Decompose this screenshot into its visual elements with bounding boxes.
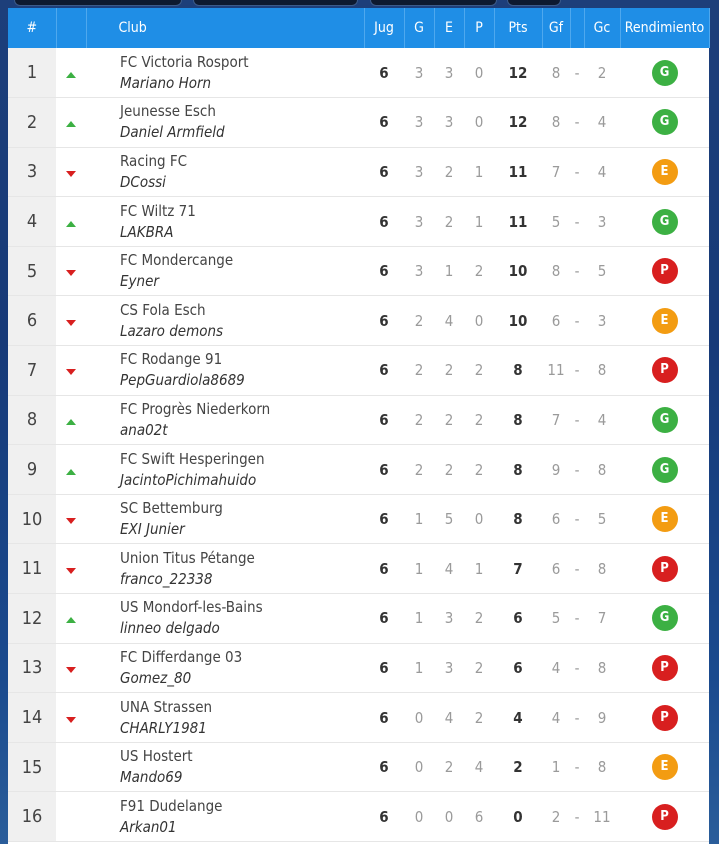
goals-against-cell: 11 [584,792,620,842]
points-cell: 0 [494,792,542,842]
table-row[interactable] [8,246,709,296]
team-name[interactable]: Racing FC [120,151,188,170]
trend-down-icon [66,667,76,673]
rendimiento-badge: G [652,109,678,135]
team-name[interactable]: US Hostert [120,747,193,766]
col-header-pts[interactable]: Pts [494,8,542,48]
goals-for-cell: 5 [542,594,570,644]
points-cell: 2 [494,742,542,792]
trend-down-icon [66,717,76,723]
manager-name[interactable]: JacintoPichimahuido [120,470,257,489]
club-cell[interactable] [86,594,364,644]
trend-cell [56,693,86,743]
team-name[interactable]: SC Bettemburg [120,499,223,518]
goals-against-cell: 4 [584,147,620,197]
goals-separator: - [570,147,584,197]
goals-for-cell: 6 [542,296,570,346]
position-cell: 11 [8,544,56,594]
rendimiento-badge: P [652,556,678,582]
lost-cell: 0 [464,48,494,98]
rendimiento-cell [620,742,709,792]
position-cell: 14 [8,693,56,743]
position-cell: 9 [8,445,56,495]
team-name[interactable]: FC Wiltz 71 [120,201,196,220]
drawn-cell: 2 [434,197,464,247]
points-cell: 12 [494,98,542,148]
rendimiento-badge: E [652,754,678,780]
table-row[interactable] [8,544,709,594]
manager-name[interactable]: PepGuardiola8689 [120,371,245,390]
won-cell: 0 [404,792,434,842]
top-tab-bar [0,0,719,8]
drawn-cell: 2 [434,395,464,445]
trend-cell [56,98,86,148]
team-name[interactable]: FC Progrès Niederkorn [120,399,271,418]
trend-cell [56,395,86,445]
club-cell[interactable] [86,346,364,396]
drawn-cell: 3 [434,98,464,148]
goals-separator: - [570,693,584,743]
lost-cell: 2 [464,693,494,743]
goals-separator: - [570,742,584,792]
trend-down-icon [66,568,76,574]
table-row[interactable] [8,98,709,148]
table-row[interactable] [8,48,709,98]
won-cell: 0 [404,742,434,792]
rendimiento-cell [620,594,709,644]
drawn-cell: 3 [434,48,464,98]
goals-for-cell: 1 [542,742,570,792]
rendimiento-badge: P [652,655,678,681]
col-header-rendimiento[interactable]: Rendimiento [620,8,709,48]
goals-separator: - [570,395,584,445]
lost-cell: 2 [464,594,494,644]
position-cell: 2 [8,98,56,148]
trend-cell [56,246,86,296]
trend-down-icon [66,320,76,326]
lost-cell: 1 [464,147,494,197]
col-header-club[interactable]: Club [86,8,364,48]
drawn-cell: 1 [434,246,464,296]
played-cell: 6 [364,792,404,842]
goals-separator: - [570,98,584,148]
lost-cell: 2 [464,445,494,495]
goals-against-cell: 4 [584,395,620,445]
manager-name[interactable]: LAKBRA [120,222,174,241]
team-name[interactable]: Jeunesse Esch [120,102,216,121]
won-cell: 3 [404,98,434,148]
club-cell[interactable] [86,98,364,148]
position-cell: 5 [8,246,56,296]
position-cell: 12 [8,594,56,644]
points-cell: 10 [494,246,542,296]
club-cell[interactable] [86,792,364,842]
trend-cell [56,48,86,98]
manager-name[interactable]: Daniel Armfield [120,123,225,142]
played-cell: 6 [364,395,404,445]
won-cell: 3 [404,246,434,296]
club-cell[interactable] [86,197,364,247]
team-name[interactable]: US Mondorf-les-Bains [120,598,263,617]
goals-against-cell: 3 [584,197,620,247]
team-name[interactable]: FC Differdange 03 [120,647,243,666]
rendimiento-cell [620,98,709,148]
table-row[interactable] [8,594,709,644]
goals-against-cell: 4 [584,98,620,148]
won-cell: 1 [404,494,434,544]
position-cell: 6 [8,296,56,346]
drawn-cell: 4 [434,693,464,743]
col-header-sep [570,8,584,48]
points-cell: 8 [494,494,542,544]
points-cell: 12 [494,48,542,98]
goals-for-cell: 2 [542,792,570,842]
manager-name[interactable]: franco_22338 [120,569,213,588]
team-name[interactable]: Union Titus Pétange [120,548,255,567]
col-header-p[interactable]: P [464,8,494,48]
club-cell[interactable] [86,395,364,445]
drawn-cell: 2 [434,346,464,396]
top-tab[interactable] [14,0,182,6]
position-cell: 3 [8,147,56,197]
manager-name[interactable]: linneo delgado [120,619,220,638]
manager-name[interactable]: CHARLY1981 [120,718,207,737]
lost-cell: 2 [464,395,494,445]
col-header-gc[interactable]: Gc [584,8,620,48]
position-cell: 4 [8,197,56,247]
won-cell: 1 [404,594,434,644]
won-cell: 3 [404,147,434,197]
rendimiento-cell [620,296,709,346]
goals-for-cell: 11 [542,346,570,396]
goals-separator: - [570,792,584,842]
header-row [8,8,709,48]
played-cell: 6 [364,594,404,644]
trend-up-icon [66,469,76,475]
manager-name[interactable]: DCossi [120,172,166,191]
played-cell: 6 [364,643,404,693]
points-cell: 10 [494,296,542,346]
lost-cell: 2 [464,346,494,396]
rendimiento-badge: G [652,605,678,631]
table-row[interactable] [8,445,709,495]
played-cell: 6 [364,147,404,197]
trend-up-icon [66,121,76,127]
trend-cell [56,147,86,197]
goals-against-cell: 3 [584,296,620,346]
rendimiento-badge: G [652,60,678,86]
drawn-cell: 2 [434,742,464,792]
points-cell: 11 [494,147,542,197]
goals-for-cell: 8 [542,246,570,296]
played-cell: 6 [364,48,404,98]
trend-up-icon [66,617,76,623]
rendimiento-cell [620,346,709,396]
goals-against-cell: 7 [584,594,620,644]
points-cell: 4 [494,693,542,743]
points-cell: 6 [494,643,542,693]
lost-cell: 4 [464,742,494,792]
trend-cell [56,594,86,644]
rendimiento-cell [620,693,709,743]
team-name[interactable]: CS Fola Esch [120,300,206,319]
trend-up-icon [66,221,76,227]
table-row[interactable] [8,296,709,346]
col-header-pos[interactable]: # [8,8,56,48]
trend-cell [56,643,86,693]
goals-against-cell: 8 [584,742,620,792]
drawn-cell: 5 [434,494,464,544]
goals-for-cell: 6 [542,544,570,594]
goals-against-cell: 8 [584,346,620,396]
top-tab[interactable] [370,0,497,6]
lost-cell: 1 [464,197,494,247]
drawn-cell: 3 [434,594,464,644]
goals-separator: - [570,544,584,594]
rendimiento-badge: E [652,506,678,532]
goals-against-cell: 5 [584,494,620,544]
table-row[interactable] [8,346,709,396]
played-cell: 6 [364,98,404,148]
col-header-gf[interactable]: Gf [542,8,570,48]
points-cell: 8 [494,445,542,495]
col-header-g[interactable]: G [404,8,434,48]
trend-down-icon [66,171,76,177]
drawn-cell: 3 [434,643,464,693]
won-cell: 2 [404,296,434,346]
club-cell[interactable] [86,296,364,346]
table-row[interactable] [8,147,709,197]
goals-separator: - [570,296,584,346]
rendimiento-cell [620,544,709,594]
team-name[interactable]: FC Swift Hesperingen [120,449,265,468]
rendimiento-badge: E [652,308,678,334]
goals-for-cell: 5 [542,197,570,247]
position-cell: 8 [8,395,56,445]
goals-for-cell: 4 [542,693,570,743]
table-row[interactable] [8,792,709,842]
won-cell: 2 [404,346,434,396]
drawn-cell: 2 [434,147,464,197]
points-cell: 8 [494,346,542,396]
rendimiento-cell [620,197,709,247]
club-cell[interactable] [86,693,364,743]
goals-against-cell: 9 [584,693,620,743]
top-tab[interactable] [507,0,561,6]
lost-cell: 0 [464,98,494,148]
trend-cell [56,742,86,792]
standings-table [8,8,710,842]
manager-name[interactable]: EXI Junier [120,520,185,539]
club-cell[interactable] [86,48,364,98]
goals-separator: - [570,643,584,693]
trend-cell [56,445,86,495]
trend-down-icon [66,369,76,375]
won-cell: 3 [404,197,434,247]
trend-down-icon [66,270,76,276]
rendimiento-cell [620,445,709,495]
club-cell[interactable] [86,742,364,792]
goals-separator: - [570,445,584,495]
rendimiento-badge: P [652,804,678,830]
goals-for-cell: 8 [542,48,570,98]
won-cell: 0 [404,693,434,743]
position-cell: 13 [8,643,56,693]
team-name[interactable]: F91 Dudelange [120,796,223,815]
trend-cell [56,792,86,842]
trend-down-icon [66,518,76,524]
played-cell: 6 [364,742,404,792]
won-cell: 2 [404,445,434,495]
rendimiento-cell [620,147,709,197]
lost-cell: 2 [464,246,494,296]
rendimiento-cell [620,246,709,296]
position-cell: 7 [8,346,56,396]
played-cell: 6 [364,445,404,495]
standings-table-container [8,8,709,844]
rendimiento-cell [620,395,709,445]
club-cell[interactable] [86,643,364,693]
manager-name[interactable]: Gomez_80 [120,668,192,687]
club-cell[interactable] [86,544,364,594]
col-header-e[interactable]: E [434,8,464,48]
goals-against-cell: 8 [584,445,620,495]
goals-against-cell: 5 [584,246,620,296]
goals-against-cell: 8 [584,643,620,693]
played-cell: 6 [364,494,404,544]
goals-separator: - [570,48,584,98]
goals-against-cell: 2 [584,48,620,98]
lost-cell: 0 [464,494,494,544]
played-cell: 6 [364,296,404,346]
rendimiento-badge: P [652,357,678,383]
position-cell: 16 [8,792,56,842]
played-cell: 6 [364,246,404,296]
club-cell[interactable] [86,147,364,197]
played-cell: 6 [364,693,404,743]
col-header-jug[interactable]: Jug [364,8,404,48]
manager-name[interactable]: Lazaro demons [120,321,224,340]
goals-separator: - [570,197,584,247]
rendimiento-badge: G [652,407,678,433]
rendimiento-badge: G [652,457,678,483]
rendimiento-cell [620,792,709,842]
played-cell: 6 [364,544,404,594]
goals-separator: - [570,246,584,296]
goals-separator: - [570,346,584,396]
manager-name[interactable]: ana02t [120,420,168,439]
position-cell: 15 [8,742,56,792]
goals-for-cell: 8 [542,98,570,148]
drawn-cell: 2 [434,445,464,495]
goals-for-cell: 4 [542,643,570,693]
goals-separator: - [570,594,584,644]
goals-against-cell: 8 [584,544,620,594]
won-cell: 1 [404,544,434,594]
rendimiento-badge: E [652,159,678,185]
played-cell: 6 [364,346,404,396]
rendimiento-badge: P [652,258,678,284]
rendimiento-badge: G [652,209,678,235]
points-cell: 8 [494,395,542,445]
manager-name[interactable]: Arkan01 [120,817,177,836]
col-header-trend [56,8,86,48]
table-row[interactable] [8,395,709,445]
table-row[interactable] [8,742,709,792]
table-row[interactable] [8,693,709,743]
goals-separator: - [570,494,584,544]
goals-for-cell: 7 [542,395,570,445]
trend-up-icon [66,72,76,78]
won-cell: 2 [404,395,434,445]
table-row[interactable] [8,494,709,544]
drawn-cell: 0 [434,792,464,842]
position-cell: 1 [8,48,56,98]
table-row[interactable] [8,197,709,247]
club-cell[interactable] [86,246,364,296]
standings-body [8,48,709,842]
drawn-cell: 4 [434,296,464,346]
lost-cell: 1 [464,544,494,594]
goals-for-cell: 7 [542,147,570,197]
lost-cell: 0 [464,296,494,346]
trend-cell [56,296,86,346]
rendimiento-cell [620,494,709,544]
trend-cell [56,494,86,544]
lost-cell: 6 [464,792,494,842]
trend-cell [56,346,86,396]
rendimiento-badge: P [652,705,678,731]
manager-name[interactable]: Mando69 [120,768,183,787]
top-tab[interactable] [193,0,358,6]
team-name[interactable]: FC Rodange 91 [120,350,223,369]
won-cell: 3 [404,48,434,98]
trend-cell [56,197,86,247]
manager-name[interactable]: Eyner [120,272,159,291]
team-name[interactable]: FC Victoria Rosport [120,52,249,71]
club-cell[interactable] [86,494,364,544]
trend-cell [56,544,86,594]
team-name[interactable]: UNA Strassen [120,697,213,716]
manager-name[interactable]: Mariano Horn [120,73,212,92]
points-cell: 11 [494,197,542,247]
table-row[interactable] [8,643,709,693]
points-cell: 7 [494,544,542,594]
rendimiento-cell [620,48,709,98]
won-cell: 1 [404,643,434,693]
lost-cell: 2 [464,643,494,693]
goals-for-cell: 6 [542,494,570,544]
club-cell[interactable] [86,445,364,495]
team-name[interactable]: FC Mondercange [120,251,234,270]
trend-up-icon [66,419,76,425]
points-cell: 6 [494,594,542,644]
position-cell: 10 [8,494,56,544]
drawn-cell: 4 [434,544,464,594]
played-cell: 6 [364,197,404,247]
goals-for-cell: 9 [542,445,570,495]
rendimiento-cell [620,643,709,693]
